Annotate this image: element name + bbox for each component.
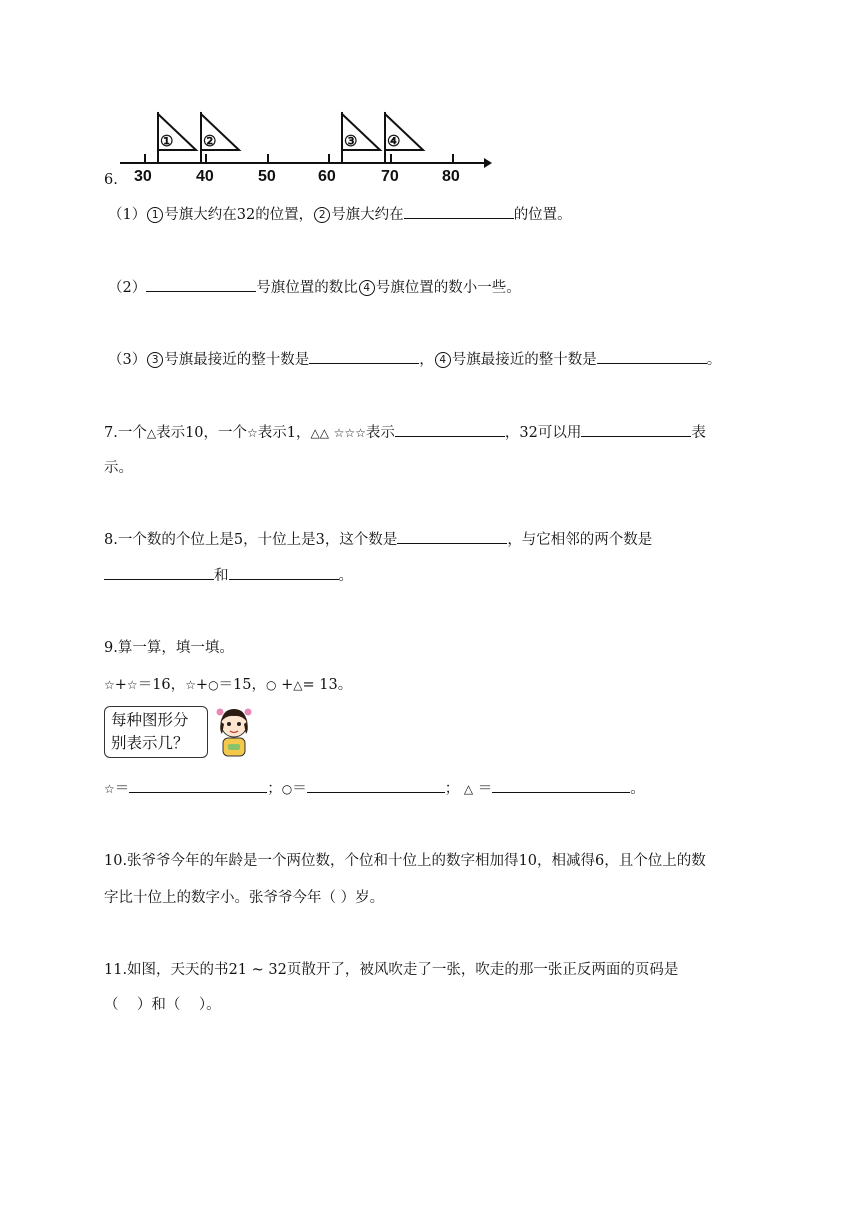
q9-equations bbox=[104, 673, 352, 694]
bubble-text-line1: 每种图形分 bbox=[111, 711, 189, 729]
text: 号旗位置的数小一些。 bbox=[375, 280, 521, 296]
value: 32 bbox=[236, 207, 256, 223]
q8-line1 bbox=[104, 528, 652, 549]
text: ，一个 bbox=[203, 425, 248, 441]
value: 32 bbox=[519, 425, 538, 441]
value: 10 bbox=[185, 425, 204, 441]
axis-tick-label: 70 bbox=[381, 168, 399, 184]
text: 号旗大约在 bbox=[164, 207, 237, 223]
value: 5 bbox=[233, 532, 244, 548]
q7-line2: 示。 bbox=[104, 460, 133, 476]
text: ＝ bbox=[292, 781, 307, 797]
flag-label-4: ④ bbox=[387, 133, 401, 150]
answer-blank[interactable] bbox=[492, 778, 630, 793]
text: ，与它相邻的两个数是 bbox=[507, 532, 653, 548]
part-index: （2） bbox=[108, 280, 147, 296]
axis-tick-label: 50 bbox=[258, 168, 276, 184]
flag-ref-4: 4 bbox=[359, 280, 375, 296]
text: 的位置。 bbox=[513, 207, 572, 223]
girl-illustration bbox=[214, 704, 254, 758]
triangle-icon: △△ bbox=[310, 426, 329, 440]
flag-ref-4: 4 bbox=[435, 352, 451, 368]
value: 16 bbox=[152, 677, 171, 693]
text: = 13 bbox=[302, 677, 338, 693]
star-icon: ☆ bbox=[126, 678, 138, 692]
text: + bbox=[114, 677, 127, 693]
q7-line1 bbox=[104, 421, 706, 442]
text: 表 bbox=[691, 425, 706, 441]
star-icon: ☆ bbox=[185, 678, 196, 692]
answer-blank[interactable] bbox=[597, 349, 707, 364]
text: 表示 bbox=[365, 425, 395, 441]
text: ＝ bbox=[477, 781, 493, 797]
text: 页散开了，被风吹走了一张，吹走的那一张正反两面的页码是 bbox=[286, 962, 679, 978]
part-index: （3） bbox=[108, 352, 147, 368]
axis-tick-label: 80 bbox=[442, 168, 460, 184]
question-number: 6. bbox=[104, 172, 118, 188]
value: 10 bbox=[518, 853, 538, 869]
q6-part3 bbox=[108, 348, 721, 369]
bubble-text-line2: 别表示几？ bbox=[111, 734, 189, 752]
text: 。 bbox=[337, 677, 353, 693]
text: 号旗最接近的整十数是 bbox=[451, 352, 597, 368]
text: ＝ bbox=[218, 677, 234, 693]
text: ，且个位上的数 bbox=[604, 853, 706, 869]
circle-icon: ○ bbox=[281, 782, 293, 796]
flag-label-1: ① bbox=[160, 133, 174, 150]
q9-title: 9.算一算，填一填。 bbox=[104, 640, 234, 656]
value: 32 bbox=[268, 962, 287, 978]
text: ，十位上是 bbox=[243, 532, 316, 548]
answer-blank[interactable] bbox=[404, 204, 514, 219]
triangle-icon: △ bbox=[293, 678, 303, 692]
star-icon: ☆ bbox=[104, 782, 115, 796]
text: ~ bbox=[247, 962, 269, 978]
text: + bbox=[195, 677, 209, 693]
text: 11.如图，天天的书 bbox=[104, 962, 229, 978]
text: ＝ bbox=[137, 677, 153, 693]
flag-label-3: ③ bbox=[344, 133, 358, 150]
text: ，相减得 bbox=[537, 853, 596, 869]
flag-ref-2: 2 bbox=[314, 207, 330, 223]
text: ； bbox=[267, 781, 282, 797]
answer-blank[interactable] bbox=[146, 277, 256, 292]
answer-blank[interactable] bbox=[229, 565, 339, 580]
value: 15 bbox=[233, 677, 252, 693]
text: 号旗最接近的整十数是 bbox=[164, 352, 310, 368]
answer-blank[interactable] bbox=[309, 349, 419, 364]
text: 7.一个 bbox=[104, 425, 147, 441]
answer-blank[interactable] bbox=[395, 422, 505, 437]
flag-ref-3: 3 bbox=[147, 352, 163, 368]
text: 。 bbox=[630, 781, 645, 797]
q10-line2: 字比十位上的数字小。张爷爷今年（ ）岁。 bbox=[104, 890, 385, 906]
q8-line2 bbox=[104, 564, 353, 585]
answer-blank[interactable] bbox=[307, 778, 445, 793]
star-icon: ☆ bbox=[104, 678, 115, 692]
text: 表示 bbox=[257, 425, 287, 441]
text: 。 bbox=[338, 568, 353, 584]
q6-part2 bbox=[108, 276, 521, 297]
axis-tick-label: 60 bbox=[318, 168, 336, 184]
answer-blank[interactable] bbox=[104, 565, 214, 580]
circle-icon: ○ bbox=[266, 678, 277, 692]
circle-icon: ○ bbox=[208, 678, 219, 692]
axis-tick-label: 30 bbox=[134, 168, 152, 184]
text: 的位置， bbox=[255, 207, 314, 223]
part-index: （1） bbox=[108, 207, 147, 223]
q10-line1 bbox=[104, 849, 706, 870]
text: ， bbox=[251, 677, 266, 693]
answer-blank[interactable] bbox=[129, 778, 267, 793]
text: ， bbox=[170, 677, 186, 693]
text: 号旗位置的数比 bbox=[256, 280, 358, 296]
flag-label-2: ② bbox=[203, 133, 217, 150]
q6-part1 bbox=[108, 203, 572, 224]
q9-answers bbox=[104, 777, 645, 798]
answer-blank[interactable] bbox=[397, 529, 507, 544]
text: ， bbox=[296, 425, 311, 441]
text: ； bbox=[444, 781, 460, 797]
number-line-figure bbox=[118, 104, 498, 184]
text: ， bbox=[504, 425, 520, 441]
text: 8.一个数的个位上是 bbox=[104, 532, 234, 548]
text: 。 bbox=[706, 352, 722, 368]
axis-tick-label: 40 bbox=[196, 168, 214, 184]
triangle-icon: △ bbox=[463, 782, 474, 796]
value: 1 bbox=[286, 425, 297, 441]
text: 号旗大约在 bbox=[331, 207, 404, 223]
q11-line1 bbox=[104, 958, 678, 979]
text: 可以用 bbox=[537, 425, 582, 441]
star-icon: ☆☆☆ bbox=[333, 426, 366, 440]
flag-ref-1: 1 bbox=[147, 207, 163, 223]
value: 6 bbox=[595, 853, 605, 869]
speech-bubble bbox=[104, 706, 208, 758]
text: ＝ bbox=[114, 781, 130, 797]
text: 10.张爷爷今年的年龄是一个两位数，个位和十位上的数字相加得 bbox=[104, 853, 519, 869]
text: ，这个数是 bbox=[324, 532, 398, 548]
text: 表示 bbox=[156, 425, 186, 441]
text: ， bbox=[419, 352, 434, 368]
triangle-icon: △ bbox=[146, 426, 157, 440]
q11-line2: （ ）和（ ）。 bbox=[104, 997, 221, 1013]
value: 21 bbox=[228, 962, 248, 978]
answer-blank[interactable] bbox=[581, 422, 691, 437]
star-icon: ☆ bbox=[247, 426, 258, 440]
text: + bbox=[281, 677, 294, 693]
value: 3 bbox=[315, 532, 325, 548]
text: 和 bbox=[214, 568, 229, 584]
